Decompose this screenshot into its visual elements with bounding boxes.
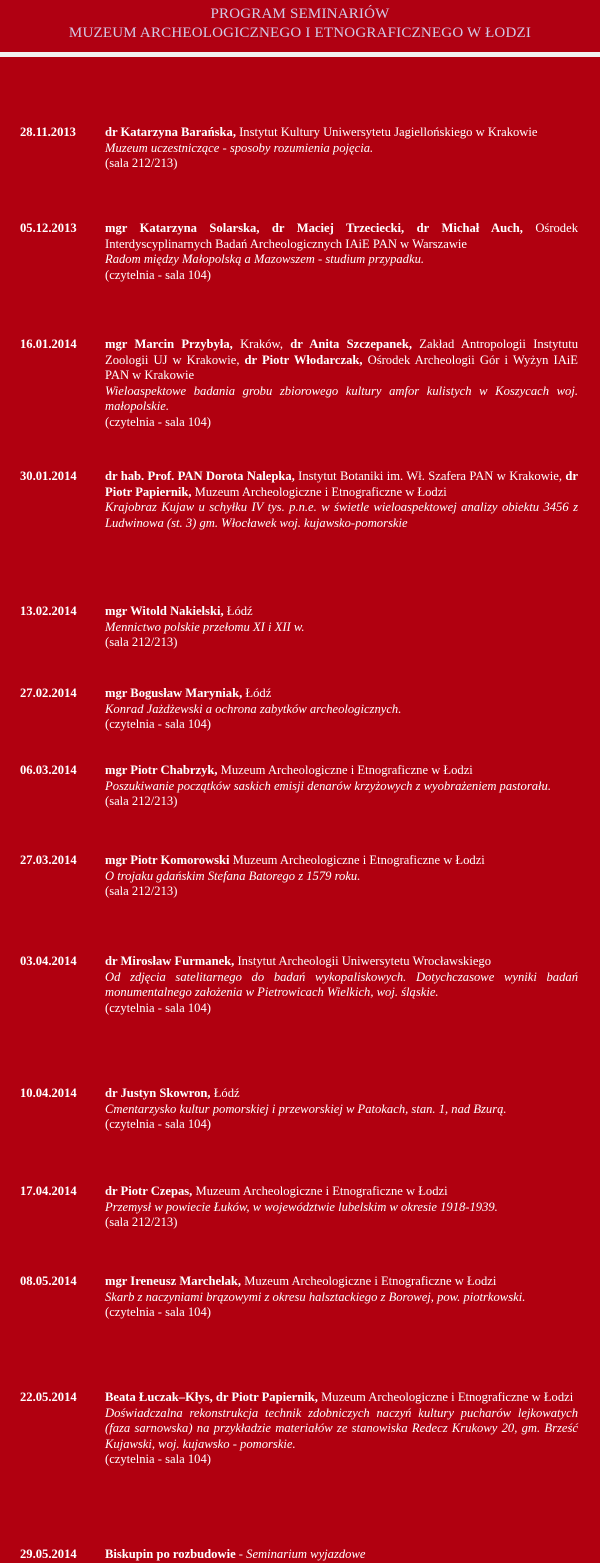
seminar-title: Od zdjęcia satelitarnego do badań wykopaliskowych. Dotychczasowe wyniki badań monumentalnego założenia w Pietrowicach Wielkich, woj. śląskie. [105, 969, 578, 1000]
seminar-details [105, 469, 578, 531]
seminar-title: Konrad Jażdżewski a ochrona zabytków archeologicznych. [105, 701, 402, 716]
seminar-room: (czytelnia - sala 104) [105, 1305, 211, 1320]
seminar-speakers: mgr Ireneusz Marchelak, Muzeum Archeologiczne i Etnograficzne w Łodzi [105, 1274, 497, 1288]
seminar-speakers: mgr Bogusław Maryniak, Łódź [105, 686, 272, 700]
seminar-title: Poszukiwanie początków saskich emisji denarów krzyżowych z wyobrażeniem pastorału. [105, 778, 551, 793]
seminar-entry [20, 337, 578, 431]
seminar-entry [20, 954, 578, 1016]
seminar-entry [20, 1086, 578, 1133]
seminar-details [105, 853, 578, 900]
seminar-speakers: mgr Witold Nakielski, Łódź [105, 604, 253, 618]
seminar-room: (sala 212/213) [105, 1215, 178, 1230]
seminar-room: (czytelnia - sala 104) [105, 717, 211, 732]
seminar-date: 27.02.2014 [20, 686, 77, 700]
seminar-title: Doświadczalna rekonstrukcja technik zdobniczych naczyń kultury pucharów lejkowatych (faza sarnowska) na przykładzie materiałów ze stanowiska Redecz Krukowy 20, gm. Brześć Kujawski, woj. kujawsko - pomorskie. [105, 1405, 578, 1451]
page-header [0, 0, 600, 50]
seminar-title: Przemysł w powiecie Łuków, w województwie lubelskim w okresie 1918-1939. [105, 1199, 498, 1214]
seminar-title: Skarb z naczyniami brązowymi z okresu halsztackiego z Borowej, pow. piotrkowski. [105, 1289, 526, 1304]
seminar-date: 29.05.2014 [20, 1547, 77, 1561]
seminar-speakers: Beata Łuczak–Kłys, dr Piotr Papiernik, Muzeum Archeologiczne i Etnograficzne w Łodzi [105, 1390, 574, 1404]
seminar-title: O trojaku gdańskim Stefana Batorego z 1579 roku. [105, 868, 361, 883]
seminar-details [105, 1547, 578, 1563]
seminar-speakers: mgr Marcin Przybyła, Kraków, dr Anita Szczepanek, Zakład Antropologii Instytutu Zoologii UJ w Krakowie, dr Piotr Włodarczak, Ośrodek Archeologii Gór i Wyżyn IAiE PAN w Krakowie [105, 337, 578, 383]
seminar-entry [20, 125, 578, 172]
seminar-details [105, 1390, 578, 1468]
seminar-date: 22.05.2014 [20, 1390, 77, 1404]
seminar-speakers: Biskupin po rozbudowie - Seminarium wyjazdowe [105, 1547, 366, 1561]
seminar-date: 10.04.2014 [20, 1086, 77, 1100]
seminar-date: 05.12.2013 [20, 221, 77, 235]
seminar-speakers: dr Piotr Czepas, Muzeum Archeologiczne i Etnograficzne w Łodzi [105, 1184, 448, 1198]
seminar-details [105, 221, 578, 283]
seminar-entry [20, 1390, 578, 1468]
seminar-title: Mennictwo polskie przełomu XI i XII w. [105, 619, 305, 634]
seminar-details [105, 763, 578, 810]
seminar-speakers: dr Katarzyna Barańska, Instytut Kultury Uniwersytetu Jagiellońskiego w Krakowie [105, 125, 538, 139]
seminar-date: 30.01.2014 [20, 469, 77, 483]
seminar-date: 17.04.2014 [20, 1184, 77, 1198]
seminar-title: Cmentarzysko kultur pomorskiej i przeworskiej w Patokach, stan. 1, nad Bzurą. [105, 1101, 507, 1116]
seminar-room: (sala 212/213) [105, 794, 178, 809]
seminar-speakers: mgr Piotr Komorowski Muzeum Archeologiczne i Etnograficzne w Łodzi [105, 853, 485, 867]
seminar-room: (czytelnia - sala 104) [105, 1000, 211, 1015]
seminar-details [105, 604, 578, 651]
program-title: PROGRAM SEMINARIÓW [210, 6, 390, 22]
seminar-entry [20, 686, 578, 733]
seminar-title: Muzeum uczestniczące - sposoby rozumienia pojęcia. [105, 140, 374, 155]
seminar-title: Wieloaspektowe badania grobu zbiorowego kultury amfor kulistych w Koszycach woj. małopolskie. [105, 383, 578, 414]
seminar-details [105, 125, 578, 172]
seminar-details [105, 1274, 578, 1321]
seminar-title: Radom między Małopolską a Mazowszem - studium przypadku. [105, 252, 425, 267]
seminar-date: 13.02.2014 [20, 604, 77, 618]
museum-name: MUZEUM ARCHEOLOGICZNEGO I ETNOGRAFICZNEGO W ŁODZI [68, 25, 532, 41]
seminar-date: 03.04.2014 [20, 954, 77, 968]
seminar-room: (sala 212/213) [105, 156, 178, 171]
seminar-speakers: dr Justyn Skowron, Łódź [105, 1086, 240, 1100]
seminar-speakers: mgr Katarzyna Solarska, dr Maciej Trzeciecki, dr Michał Auch, Ośrodek Interdyscyplinarnych Badań Archeologicznych IAiE PAN w Warszawie [105, 221, 578, 251]
seminar-date: 27.03.2014 [20, 853, 77, 867]
seminar-speakers: dr hab. Prof. PAN Dorota Nalepka, Instytut Botaniki im. Wł. Szafera PAN w Krakowie, dr Piotr Papiernik, Muzeum Archeologiczne i Etnograficzne w Łodzi [105, 469, 578, 499]
header-divider [0, 52, 600, 57]
seminar-date: 08.05.2014 [20, 1274, 77, 1288]
seminar-details [105, 954, 578, 1016]
seminar-details [105, 1086, 578, 1133]
seminar-room: (sala 212/213) [105, 635, 178, 650]
seminar-entry [20, 1547, 578, 1563]
seminar-entry [20, 604, 578, 651]
seminar-date: 06.03.2014 [20, 763, 77, 777]
seminar-room: (czytelnia - sala 104) [105, 1117, 211, 1132]
seminar-entry [20, 1274, 578, 1321]
seminar-details [105, 1184, 578, 1231]
seminar-details [105, 686, 578, 733]
seminar-entry [20, 221, 578, 283]
seminar-date: 16.01.2014 [20, 337, 77, 351]
seminar-speakers: dr Mirosław Furmanek, Instytut Archeologii Uniwersytetu Wrocławskiego [105, 954, 492, 968]
seminar-title: Krajobraz Kujaw u schyłku IV tys. p.n.e. w świetle wieloaspektowej analizy obiektu 3456 z Ludwinowa (st. 3) gm. Włocławek woj. kujawsko-pomorskie [105, 500, 578, 530]
seminar-room: (sala 212/213) [105, 884, 178, 899]
seminar-speakers: mgr Piotr Chabrzyk, Muzeum Archeologiczne i Etnograficzne w Łodzi [105, 763, 473, 777]
seminar-room: (czytelnia - sala 104) [105, 1452, 211, 1467]
seminar-entry [20, 469, 578, 531]
seminar-room: (czytelnia - sala 104) [105, 414, 211, 429]
seminar-room: (czytelnia - sala 104) [105, 267, 211, 282]
seminar-date: 28.11.2013 [20, 125, 76, 139]
seminar-entry [20, 763, 578, 810]
seminar-entry [20, 853, 578, 900]
seminar-entry [20, 1184, 578, 1231]
seminar-details [105, 337, 578, 431]
